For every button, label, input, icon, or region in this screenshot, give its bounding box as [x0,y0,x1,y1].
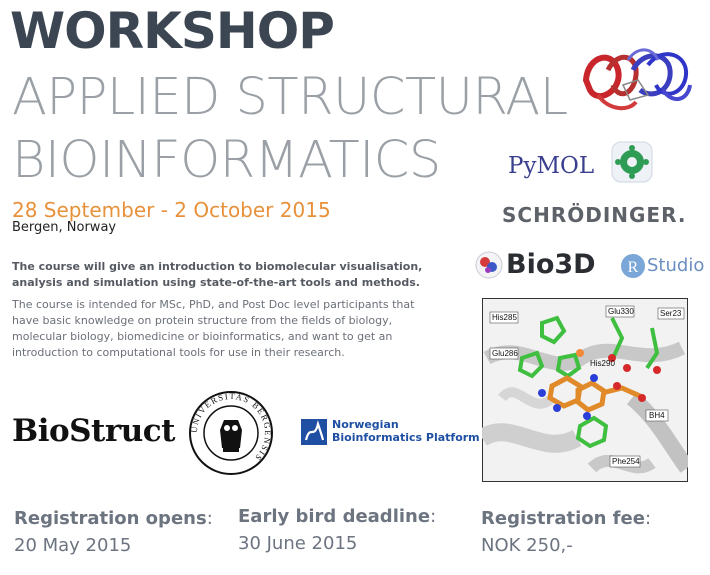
binding-site-figure [482,298,688,482]
nbp-line1: Norwegian [332,418,399,431]
protein-ribbon-image [578,40,698,120]
registration-opens: Registration opens: 20 May 2015 [14,508,213,556]
nbp-icon [300,418,328,446]
rstudio-r-letter: R [627,259,639,276]
registration-opens-label: Registration opens [14,508,207,529]
bio3d-logo: Bio3D [506,249,596,280]
schrodinger-logo: SCHRÖDINGER. [502,203,687,227]
label-glu330: Glu330 [608,307,634,316]
course-intro: The course will give an introduction to biomolecular visualisation, analysis and simulation using state-of-the-art tools and methods. [12,260,423,289]
label-his290: His290 [590,359,615,368]
bio3d-icon [474,250,504,280]
rstudio-logo: Studio [647,255,705,276]
rstudio-icon [619,252,647,280]
label-ser23: Ser23 [660,309,682,318]
biostruct-logo: BioStruct [12,413,175,449]
early-bird-value: 30 June 2015 [238,533,358,554]
nbp-line2: Bioinformatics Platform [332,431,480,444]
registration-fee: Registration fee: NOK 250,- [481,508,652,556]
pymol-logo: PyMOL [508,153,595,179]
gear-molecule-icon [610,140,654,184]
title-line-bioinformatics: BIOINFORMATICS [12,131,441,190]
registration-opens-value: 20 May 2015 [14,535,132,556]
label-phe254: Phe254 [612,457,640,466]
uib-seal-text: UNIVERSITAS BERGENSIS [188,390,274,464]
uib-seal [188,390,274,476]
course-description: The course is intended for MSc, PhD, and Post Doc level participants that have basic knowledge on protein structure from the fields of biology, molecular biology, biomedicine or bioinformatics, and want to get an introduction to computational tools for use in their research. [12,298,415,359]
label-bh4: BH4 [649,411,665,420]
label-glu286: Glu286 [492,349,518,358]
registration-fee-value: NOK 250,- [481,535,573,556]
title-line-applied-structural: APPLIED STRUCTURAL [12,68,568,127]
registration-fee-label: Registration fee [481,508,645,529]
early-bird-deadline: Early bird deadline: 30 June 2015 [238,506,437,554]
label-his285: His285 [492,313,517,322]
nbp-logo [332,418,480,444]
event-location: Bergen, Norway [12,220,117,235]
event-dates: 28 September - 2 October 2015 [12,198,331,222]
workshop-heading: WORKSHOP [10,2,334,60]
early-bird-label: Early bird deadline [238,506,431,527]
